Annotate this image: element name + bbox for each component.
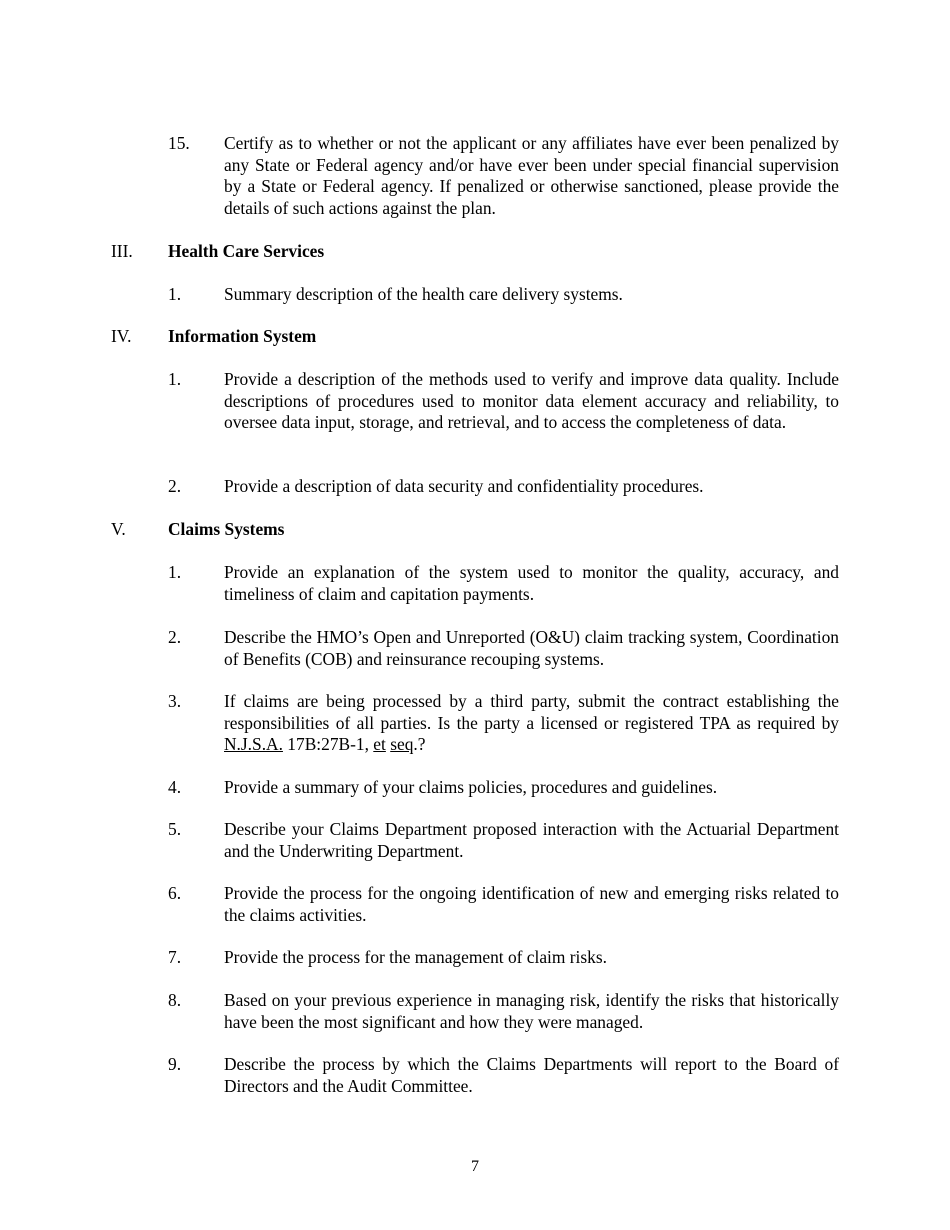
item-text: Provide a description of data security and confidentiality procedures. [224, 476, 704, 496]
item-number: 8. [168, 990, 182, 1010]
et-abbrev: et [373, 734, 386, 754]
seq-abbrev: seq [390, 734, 414, 754]
statute-citation: 17B:27B-1, [282, 734, 374, 754]
list-item [168, 691, 839, 756]
list-item [168, 627, 839, 670]
item-text: Describe the HMO’s Open and Unreported (O&U) claim tracking system, Coordination of Benefits (COB) and reinsurance recouping systems. [224, 627, 839, 669]
section-numeral: IV. [111, 326, 132, 346]
item-number: 4. [168, 777, 182, 797]
item-number: 7. [168, 947, 182, 967]
item-number: 1. [168, 562, 182, 582]
list-item [168, 777, 839, 799]
item-number: 2. [168, 627, 182, 647]
item-text-end: .? [413, 734, 426, 754]
list-item [168, 369, 839, 434]
section-title: Information System [168, 326, 317, 346]
item-number: 9. [168, 1054, 182, 1074]
item-text: Describe the process by which the Claims Departments will report to the Board of Directors and the Audit Committee. [224, 1054, 839, 1096]
list-item [168, 476, 839, 498]
list-item [168, 883, 839, 926]
list-item [168, 133, 839, 219]
item-text-part: If claims are being processed by a third party, submit the contract establishing the responsibilities of all parties. Is the party a licensed or registered TPA as required by [224, 691, 839, 733]
item-text: Summary description of the health care delivery systems. [224, 284, 623, 304]
item-number: 1. [168, 284, 182, 304]
item-text: Provide a summary of your claims policies, procedures and guidelines. [224, 777, 718, 797]
item-number: 3. [168, 691, 182, 711]
item-text: Provide an explanation of the system used to monitor the quality, accuracy, and timeliness of claim and capitation payments. [224, 562, 839, 604]
item-text: Provide the process for the ongoing identification of new and emerging risks related to the claims activities. [224, 883, 839, 925]
list-item [168, 562, 839, 605]
item-number: 2. [168, 476, 182, 496]
item-number: 5. [168, 819, 182, 839]
item-text: Certify as to whether or not the applicant or any affiliates have ever been penalized by any State or Federal agency and/or have ever been under special financial supervision by a State or Federal agency. If penalized or otherwise sanctioned, please provide the details of such actions against the plan. [224, 133, 839, 218]
statute-reference: N.J.S.A. [224, 734, 283, 754]
page-number: 7 [471, 1158, 479, 1175]
item-number: 6. [168, 883, 182, 903]
section-title: Health Care Services [168, 241, 325, 261]
list-item [168, 284, 839, 306]
item-text: Provide a description of the methods used to verify and improve data quality. Include descriptions of procedures used to monitor data element accuracy and reliability, to oversee data input, storage, and retrieval, and to access the completeness of data. [224, 369, 839, 432]
list-item [168, 819, 839, 862]
item-number: 15. [168, 133, 190, 153]
section-title: Claims Systems [168, 519, 285, 539]
list-item [168, 1054, 839, 1097]
list-item [168, 947, 839, 969]
section-numeral: III. [111, 241, 133, 261]
item-text: Provide the process for the management of claim risks. [224, 947, 607, 967]
list-item [168, 990, 839, 1033]
item-text [224, 691, 839, 756]
section-numeral: V. [111, 519, 126, 539]
item-text: Describe your Claims Department proposed interaction with the Actuarial Department and the Underwriting Department. [224, 819, 839, 861]
item-number: 1. [168, 369, 182, 389]
item-text: Based on your previous experience in managing risk, identify the risks that historically have been the most significant and how they were managed. [224, 990, 839, 1032]
